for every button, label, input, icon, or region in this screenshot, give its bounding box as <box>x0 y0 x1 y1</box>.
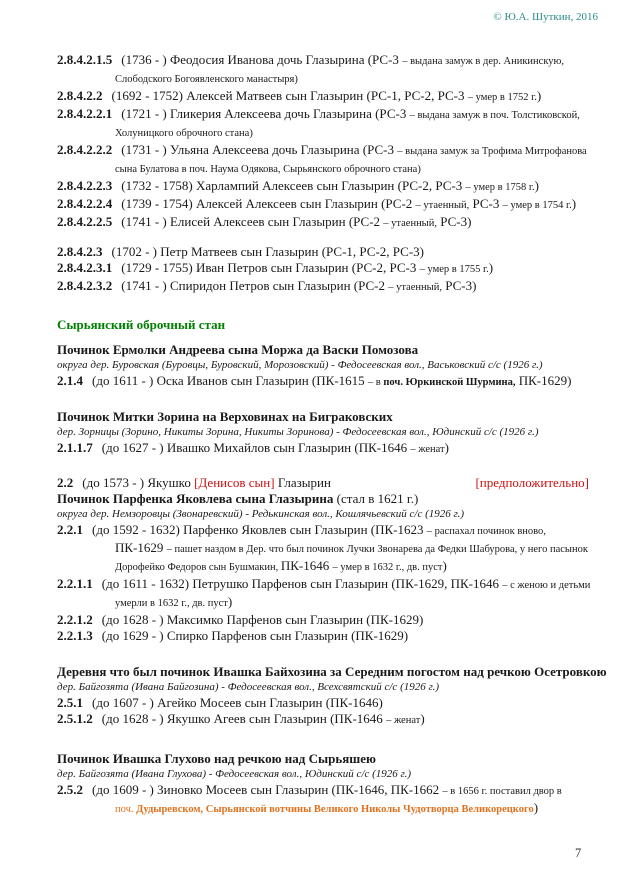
place-title <box>57 409 589 425</box>
text-span: Починок Митки Зорина на Верховинах на Биграковских <box>57 409 393 424</box>
entry-2.1.1.7 <box>57 440 589 458</box>
text-span: поч. Юркинской Шурмина, <box>383 377 516 388</box>
text-span: (до 1607 - ) Агейко Мосеев сын Глазырин (ПК-1646) <box>92 695 383 710</box>
entry-2.5.1 <box>57 695 589 711</box>
text-span: (до 1592 - 1632) Парфенко Яковлев сын Глазырин (ПК-1623 <box>92 522 427 537</box>
entry-number: 2.2 <box>57 475 74 490</box>
text-span: (1741 - ) Елисей Алексеев сын Глазырин (РС-2 <box>121 214 384 229</box>
text-span: Глазырин <box>274 475 331 490</box>
entry-line <box>57 260 589 278</box>
entry-number: 2.8.4.2.2.1 <box>57 106 113 121</box>
records-group-1 <box>57 52 589 232</box>
entry-line <box>57 440 589 458</box>
text-span: (1729 - 1755) Иван Петров сын Глазырин (РС-2, РС-3 <box>121 260 420 275</box>
text-span: (до 1611 - ) Оска Иванов сын Глазырин (ПК-1615 <box>92 373 368 388</box>
text-span: – женат <box>386 715 421 726</box>
entry-2.8.4.2.2 <box>57 88 589 106</box>
text-span: Холуницкого оброчного стана) <box>115 128 253 139</box>
entry-line <box>57 142 589 160</box>
entry-number: 2.8.4.2.3.2 <box>57 278 113 293</box>
place-glukhovo <box>57 751 589 818</box>
text-span: (до 1628 - ) Максимко Парфенов сын Глазырин (ПК-1629) <box>101 612 424 627</box>
entry-number: 2.8.4.2.2.2 <box>57 142 113 157</box>
entry-line <box>57 124 589 142</box>
text-span: – с женою и детьми <box>502 580 591 591</box>
text-span: Починок Ермолки Андреева сына Моржа да Васки Помозова <box>57 342 419 357</box>
locality-line: дер. Байгозята (Ивана Глухова) - Федосеевская вол., Юдинский с/с (1926 г.) <box>57 768 412 780</box>
entry-line <box>57 558 589 576</box>
place-title <box>57 342 589 358</box>
group-yakushko <box>57 475 589 644</box>
text-span: ) <box>442 558 447 573</box>
locality-line: дер. Зорницы (Зорино, Никиты Зорина, Никиты Зоринова) - Федосеевская вол., Юдинский с/с (1926 г.) <box>57 426 539 438</box>
text-span: (1739 - 1754) Алексей Алексеев сын Глазырин (РС-2 <box>121 196 416 211</box>
entry-number: 2.8.4.2.3.1 <box>57 260 113 275</box>
entry-2.8.4.2.2.3 <box>57 178 589 196</box>
entry-2.8.4.2.3.1 <box>57 260 589 278</box>
text-span: (1741 - ) Спиридон Петров сын Глазырин (РС-2 <box>121 278 389 293</box>
entry-2.8.4.2.1.5 <box>57 52 589 88</box>
entry-number: 2.8.4.2.2.5 <box>57 214 113 229</box>
text-span: (1721 - ) Гликерия Алексеева дочь Глазырина (РС-3 <box>121 106 410 121</box>
entry-2.2.1.1 <box>57 576 589 612</box>
text-span: (1692 - 1752) Алексей Матвеев сын Глазырин (РС-1, РС-2, РС-3 <box>111 88 468 103</box>
text-span: (до 1611 - 1632) Петрушко Парфенов сын Глазырин (ПК-1629, ПК-1646 <box>101 576 503 591</box>
copyright-text: © Ю.А. Шуткин, 2016 <box>493 11 598 23</box>
entry-number: 2.8.4.2.2.4 <box>57 196 113 211</box>
text-span: – пашет наздом в Дер. что был починок Лучки Звонарева да Федки Шабурова, у него пасынок <box>166 544 588 555</box>
entry-number: 2.8.4.2.2 <box>57 88 103 103</box>
text-span: РС-3) <box>436 214 472 229</box>
text-span: сына Булатова в поч. Наума Одякова, Сырьянского оброчного стана) <box>115 164 421 175</box>
entry-2.8.4.2.2.2 <box>57 142 589 178</box>
text-span: (стал в 1621 г.) <box>336 491 419 506</box>
text-span: (до 1573 - ) Якушко <box>82 475 195 490</box>
entry-number: 2.8.4.2.1.5 <box>57 52 113 67</box>
text-span: Деревня что был починок Ивашка Байхозина за Середним погостом над речкою Осетровкою <box>57 664 607 679</box>
entry-line <box>57 612 589 628</box>
text-span: [предположительно] <box>475 475 589 490</box>
entry-number: 2.8.4.2.2.3 <box>57 178 113 193</box>
entry-line <box>57 576 589 594</box>
text-span: Дорофейко Федоров сын Бушмакин, <box>115 562 281 573</box>
text-span: Слободского Богоявленского манастыря) <box>115 74 298 85</box>
entry-line <box>57 522 589 540</box>
entry-2.2.1.2 <box>57 612 589 628</box>
text-span: ) <box>227 594 233 609</box>
entry-line <box>57 244 589 260</box>
entry-right-note <box>475 475 589 491</box>
entry-line <box>57 52 589 70</box>
text-span: Починок Парфенка Яковлева сына Глазырина <box>57 491 337 506</box>
text-span: ) <box>444 440 449 455</box>
text-span: ПК-1629 <box>115 540 167 555</box>
text-span: ) <box>533 800 539 815</box>
entry-line <box>57 695 589 711</box>
text-span: (1731 - ) Ульяна Алексеева дочь Глазырина (РС-3 <box>121 142 398 157</box>
records-group-2 <box>57 244 589 296</box>
entry-line <box>57 160 589 178</box>
entry-line <box>57 196 589 214</box>
text-span: ) <box>420 711 425 726</box>
text-span: – выдана замуж за Трофима Митрофанова <box>397 146 587 157</box>
entry-2.1.4 <box>57 373 589 391</box>
text-span: умерли в 1632 г., дв. пуст <box>115 598 228 609</box>
entry-line <box>57 475 589 491</box>
place-mitki <box>57 409 589 458</box>
text-span: – утаенный, <box>415 200 470 211</box>
text-span: – умер в 1632 г., дв. пуст <box>332 562 443 573</box>
locality-line: дер. Байгозята (Ивана Байгозина) - Федосеевская вол., Всехсвятский с/с (1926 г.) <box>57 681 440 693</box>
text-span: – утаенный, <box>383 218 437 229</box>
entry-line <box>57 214 589 232</box>
entry-2.8.4.2.2.5 <box>57 214 589 232</box>
text-span: ) <box>571 196 577 211</box>
place-ermolki <box>57 342 589 391</box>
entry-2.5.1.2 <box>57 711 589 729</box>
text-span: (до 1629 - ) Спирко Парфенов сын Глазырин (ПК-1629) <box>101 628 409 643</box>
text-span: (до 1609 - ) Зиновко Мосеев сын Глазырин (ПК-1646, ПК-1662 <box>92 782 443 797</box>
text-span: РС-3 <box>469 196 503 211</box>
entry-number: 2.5.2 <box>57 782 83 797</box>
place-title <box>57 491 589 507</box>
text-span: – умер в 1758 г. <box>465 182 535 193</box>
entry-line <box>57 628 589 644</box>
entry-2.2 <box>57 475 589 491</box>
text-span: – утаенный, <box>388 282 442 293</box>
entry-2.2.1.3 <box>57 628 589 644</box>
text-span: – в 1656 г. поставил двор в <box>442 786 562 797</box>
entry-line <box>57 88 589 106</box>
entry-number: 2.1.1.7 <box>57 440 93 455</box>
text-span: – умер в 1755 г. <box>419 264 489 275</box>
stan-heading-text: Сырьянский оброчный стан <box>57 317 226 332</box>
text-span: – распахал починок вново, <box>426 526 546 537</box>
entry-line <box>57 278 589 296</box>
text-span: (1702 - ) Петр Матвеев сын Глазырин (РС-1, РС-2, РС-3) <box>111 244 425 259</box>
place-baykhozina <box>57 664 607 729</box>
text-span: – в <box>367 377 384 388</box>
entry-number: 2.8.4.2.3 <box>57 244 103 259</box>
entry-line <box>57 106 589 124</box>
place-title <box>57 664 607 680</box>
entry-number: 2.2.1.3 <box>57 628 93 643</box>
text-span: Починок Ивашка Глухово над речкою над Сырьяшею <box>57 751 376 766</box>
entry-line <box>57 711 589 729</box>
entry-2.2.1 <box>57 522 589 576</box>
page-number: 7 <box>575 846 582 860</box>
entry-number: 2.2.1 <box>57 522 83 537</box>
text-span: (1736 - ) Феодосия Иванова дочь Глазырина (РС-3 <box>121 52 403 67</box>
entry-2.8.4.2.3 <box>57 244 589 260</box>
entry-line <box>57 70 589 88</box>
locality-line: округа дер. Немзоровцы (Звонаревский) - Редькинская вол., Кошлячьевский с/с (1926 г.) <box>57 508 465 520</box>
entry-number: 2.1.4 <box>57 373 83 388</box>
text-span: – выдана замуж в дер. Аникинскую, <box>402 56 565 67</box>
place-title <box>57 751 589 767</box>
text-span: Дудыревском, Сырьянской вотчины Великого Николы Чудотворца Великорецкого <box>136 804 534 815</box>
text-span: (1732 - 1758) Харлампий Алексеев сын Глазырин (РС-2, РС-3 <box>121 178 466 193</box>
text-span: – женат <box>410 444 445 455</box>
entry-2.8.4.2.3.2 <box>57 278 589 296</box>
entry-line <box>57 594 589 612</box>
entry-line <box>57 178 589 196</box>
document-body <box>57 52 607 818</box>
entry-line <box>57 373 589 391</box>
text-span: – выдана замуж в поч. Толстиковской, <box>409 110 580 121</box>
text-span: (до 1627 - ) Ивашко Михайлов сын Глазырин (ПК-1646 <box>101 440 411 455</box>
text-span: ) <box>534 178 539 193</box>
text-span: ПК-1629) <box>515 373 572 388</box>
stan-heading <box>57 317 589 333</box>
entry-2.8.4.2.2.4 <box>57 196 589 214</box>
entry-2.8.4.2.2.1 <box>57 106 589 142</box>
text-span: поч. <box>115 804 137 815</box>
text-span: РС-3) <box>441 278 477 293</box>
text-span: (до 1628 - ) Якушко Агеев сын Глазырин (ПК-1646 <box>101 711 387 726</box>
text-span: ПК-1646 <box>280 558 333 573</box>
entry-number: 2.2.1.1 <box>57 576 93 591</box>
entry-line <box>57 540 589 558</box>
text-span: ) <box>488 260 494 275</box>
entry-2.5.2 <box>57 782 589 818</box>
locality-line: округа дер. Буровская (Буровцы, Буровский, Морозовский) - Федосеевская вол., Васьковский с/с (1926 г.) <box>57 359 543 371</box>
entry-line <box>57 800 589 818</box>
entry-number: 2.5.1 <box>57 695 83 710</box>
entry-line <box>57 782 589 800</box>
entry-number: 2.2.1.2 <box>57 612 93 627</box>
text-span: ) <box>536 88 542 103</box>
text-span: – умер в 1754 г. <box>502 200 572 211</box>
entry-number: 2.5.1.2 <box>57 711 93 726</box>
text-span: – умер в 1752 г. <box>467 92 537 103</box>
text-span: [Денисов сын] <box>194 475 275 490</box>
